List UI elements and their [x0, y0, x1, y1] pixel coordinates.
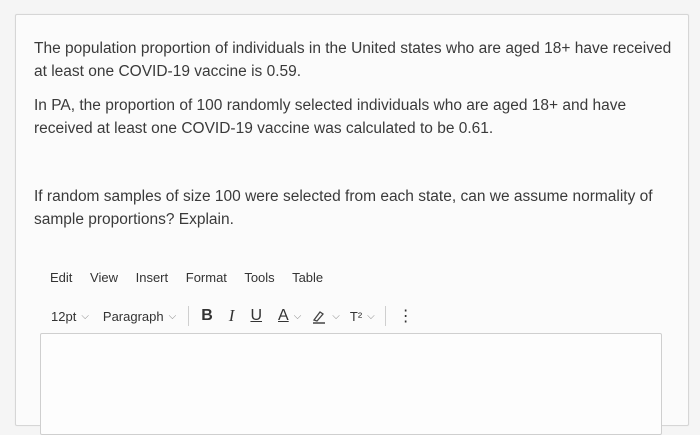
font-size-value: 12pt [51, 308, 77, 324]
toolbar-divider [385, 306, 386, 326]
chevron-down-icon: ⌵ [168, 310, 177, 322]
menu-format[interactable]: Format [185, 270, 227, 285]
menu-edit[interactable]: Edit [50, 270, 73, 285]
question-paragraph-3: If random samples of size 100 were selected from each state, can we assume normality of sample proportions? Explain. [34, 188, 653, 228]
font-size-select[interactable] [51, 309, 89, 324]
text-color-icon: A [278, 307, 289, 324]
block-format-value: Paragraph [102, 308, 164, 324]
highlighter-icon [311, 308, 327, 324]
text-color-button[interactable] [278, 307, 301, 325]
menu-view[interactable]: View [90, 270, 118, 285]
menu-insert[interactable]: Insert [135, 270, 169, 285]
chevron-down-icon: ⌵ [293, 310, 302, 322]
highlight-color-button[interactable] [311, 308, 340, 324]
italic-button[interactable]: I [228, 306, 235, 325]
block-format-select[interactable] [103, 309, 176, 324]
more-options-button[interactable]: ⋮ [397, 308, 414, 325]
question-paragraph-2: In PA, the proportion of 100 randomly selected individuals who are aged 18+ and have received at least one COVID-19 vaccine was calculated to be 0.61. [34, 97, 627, 137]
chevron-down-icon: ⌵ [367, 310, 375, 322]
menu-tools[interactable]: Tools [244, 270, 275, 285]
bold-button[interactable]: B [201, 307, 213, 324]
superscript-button[interactable] [350, 309, 375, 324]
question-paragraph-1: The population proportion of individuals in the United states who are aged 18+ have received at least one COVID-19 vaccine is 0.59. [34, 40, 672, 80]
answer-editor[interactable] [40, 333, 662, 435]
menu-table[interactable]: Table [292, 270, 324, 285]
editor-menubar [50, 270, 337, 285]
underline-button[interactable]: U [250, 307, 263, 324]
question-card [15, 14, 689, 426]
toolbar-divider [188, 306, 189, 326]
superscript-icon: T² [349, 308, 363, 324]
chevron-down-icon: ⌵ [81, 310, 89, 322]
editor-toolbar [51, 305, 414, 327]
chevron-down-icon: ⌵ [332, 310, 340, 322]
